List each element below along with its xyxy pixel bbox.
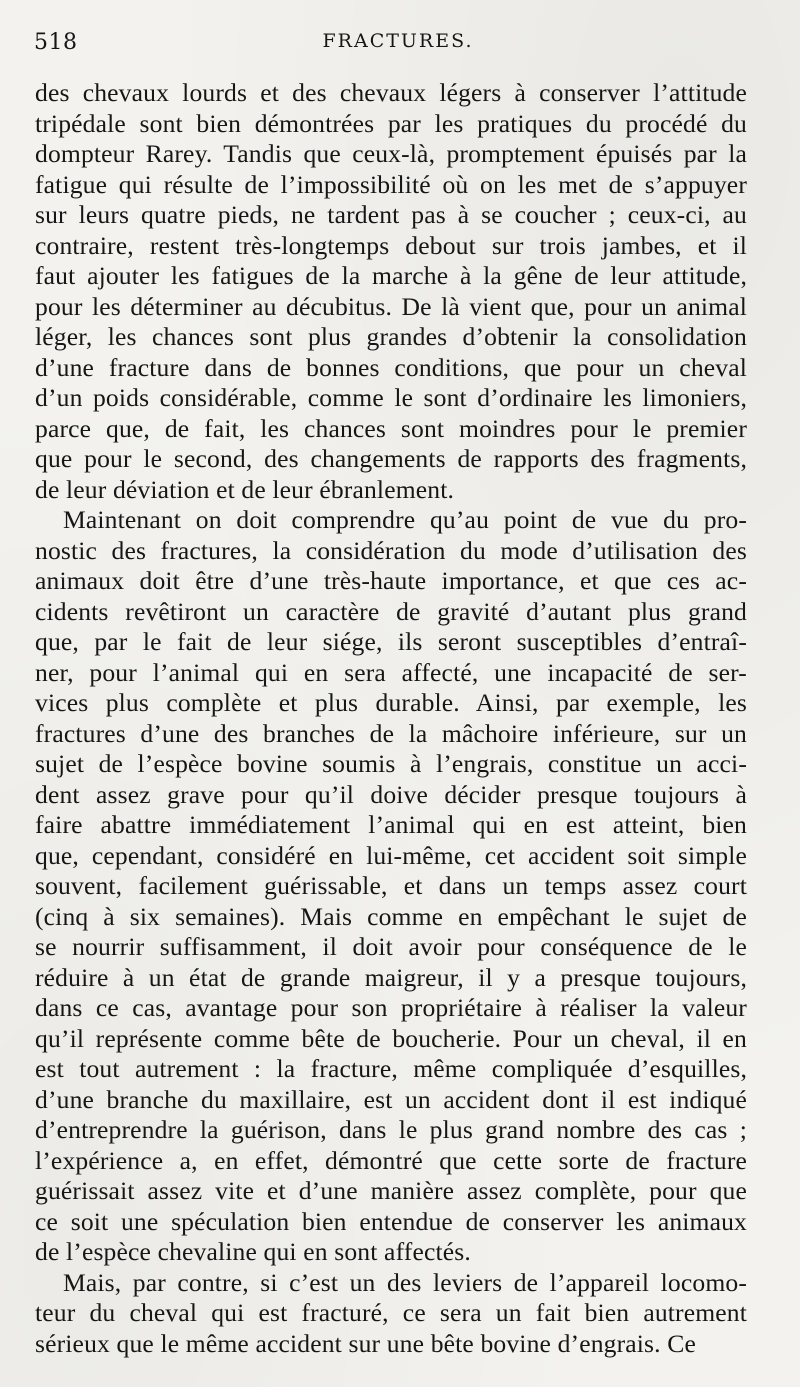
text-line: teur du cheval qui est fracturé, ce sera un fait bien autrement	[35, 1298, 747, 1327]
text-line: se nourrir suffisamment, il doit avoir pour conséquence de le	[35, 932, 747, 961]
text-line: parce que, de fait, les chances sont moindres pour le premier	[35, 413, 747, 443]
text-line: (cinq à six semaines). Mais comme en empêchant le sujet de	[35, 901, 747, 931]
text-line: ner, pour l’animal qui en sera affecté, une incapacité de ser-	[35, 657, 747, 687]
text-line: que, cependant, considéré en lui-même, cet accident soit simple	[35, 840, 747, 870]
text-line: sérieux que le même accident sur une bête bovine d’engrais. Ce	[35, 1328, 696, 1358]
text-line: Mais, par contre, si c’est un des leviers de l’appareil locomo-	[63, 1267, 747, 1297]
text-line: Maintenant on doit comprendre qu’au point de vue du pro-	[63, 505, 747, 534]
text-line: est tout autrement : la fracture, même compliquée d’esquilles,	[35, 1054, 747, 1083]
text-line: réduire à un état de grande maigreur, il y a presque toujours,	[35, 962, 747, 992]
running-title: FRACTURES.	[322, 30, 474, 52]
text-line: dent assez grave pour qu’il doive décider presque toujours à	[35, 779, 747, 809]
text-line: l’expérience a, en effet, démontré que cette sorte de fracture	[35, 1145, 747, 1175]
text-line: souvent, facilement guérissable, et dans un temps assez court	[35, 871, 747, 900]
text-line: léger, les chances sont plus grandes d’obtenir la consolidation	[35, 322, 747, 351]
text-line: dans ce cas, avantage pour son propriétaire à réaliser la valeur	[35, 993, 747, 1022]
text-line: contraire, restent très-longtemps debout sur trois jambes, et il	[35, 230, 747, 260]
text-line: d’un poids considérable, comme le sont d’ordinaire les limoniers,	[35, 383, 747, 412]
text-line: des chevaux lourds et des chevaux légers à conserver l’attitude	[35, 78, 747, 107]
text-line: d’entreprendre la guérison, dans le plus grand nombre des cas ;	[35, 1115, 747, 1144]
text-line: de l’espèce chevaline qui en sont affectés.	[35, 1237, 471, 1266]
page-header	[34, 30, 762, 64]
text-line: ce soit une spéculation bien entendue de conserver les animaux	[35, 1206, 747, 1236]
text-line: dompteur Rarey. Tandis que ceux-là, promptement épuisés par la	[35, 139, 747, 168]
text-line: tripédale sont bien démontrées par les pratiques du procédé du	[35, 108, 747, 138]
text-line: d’une branche du maxillaire, est un accident dont il est indiqué	[35, 1084, 747, 1114]
text-line: sur leurs quatre pieds, ne tardent pas à se coucher ; ceux-ci, au	[35, 200, 747, 229]
paragraph	[35, 505, 747, 1268]
text-line: vices plus complète et plus durable. Ainsi, par exemple, les	[35, 688, 747, 717]
text-line: d’une fracture dans de bonnes conditions, que pour un cheval	[35, 352, 747, 382]
text-line: animaux doit être d’une très-haute importance, et que ces ac-	[35, 566, 747, 595]
text-line: que pour le second, des changements de rapports des fragments,	[35, 444, 747, 473]
paragraph	[35, 78, 747, 505]
body-text	[35, 78, 747, 1359]
text-line: nostic des fractures, la considération du mode d’utilisation des	[35, 535, 747, 565]
text-line: que, par le fait de leur siége, ils seront susceptibles d’entraî-	[35, 627, 747, 656]
text-line: faire abattre immédiatement l’animal qui en est atteint, bien	[35, 810, 747, 839]
text-line: faut ajouter les fatigues de la marche à la gêne de leur attitude,	[35, 261, 747, 290]
text-line: fractures d’une des branches de la mâchoire inférieure, sur un	[35, 718, 747, 748]
paragraph	[35, 1268, 747, 1360]
text-line: guérissait assez vite et d’une manière assez complète, pour que	[35, 1176, 747, 1205]
text-line: pour les déterminer au décubitus. De là vient que, pour un animal	[35, 291, 747, 321]
text-line: qu’il représente comme bête de boucherie. Pour un cheval, il en	[35, 1023, 747, 1053]
page-number: 518	[34, 30, 78, 55]
text-line: sujet de l’espèce bovine soumis à l’engrais, constitue un acci-	[35, 749, 747, 778]
text-line: cidents revêtiront un caractère de gravité d’autant plus grand	[35, 596, 747, 626]
text-line: de leur déviation et de leur ébranlement.	[35, 474, 455, 504]
text-line: fatigue qui résulte de l’impossibilité où on les met de s’appuyer	[35, 169, 747, 199]
